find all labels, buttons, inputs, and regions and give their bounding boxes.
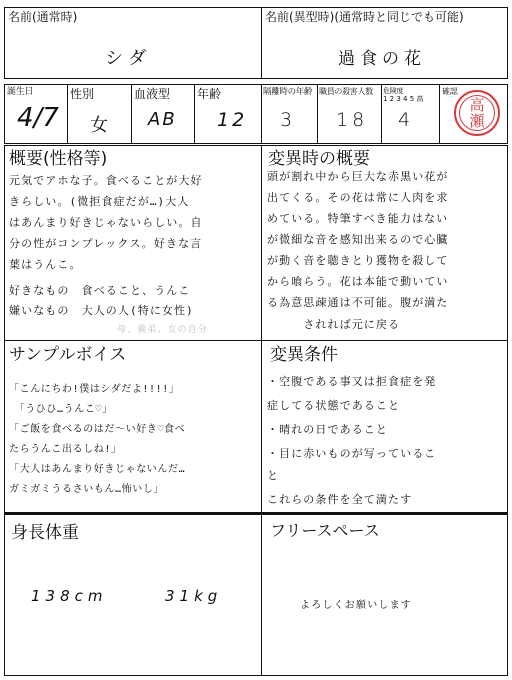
gender-label: 性別 — [70, 87, 95, 101]
name-value: シダ — [105, 48, 153, 69]
sample-voice-title: サンプルボイス — [9, 345, 127, 365]
name-cell — [4, 7, 262, 79]
stamp-text-top: 高 — [469, 96, 485, 114]
overview-line: 嫌いなもの 大人の人(特に女性) — [9, 304, 194, 317]
weight-value: 31kg — [165, 587, 223, 605]
mutation-overview-line: 出てくる。その花は常に人肉を求 — [267, 191, 449, 204]
sample-voice-section — [4, 341, 262, 513]
kill-count-label: 職員の殺害人数 — [319, 87, 373, 96]
sample-voice-line: 「こんにちわ!僕はシダだよ!!!!」 — [9, 384, 180, 395]
body-title: 身長体重 — [11, 523, 79, 543]
danger-label: 危険度 — [383, 87, 404, 95]
mutation-conditions-line: ・晴れの日であること — [267, 423, 388, 436]
birthday-cell — [4, 84, 68, 144]
danger-cell — [382, 84, 440, 144]
gender-value: 女 — [90, 115, 108, 136]
free-space-title: フリースペース — [270, 521, 380, 540]
alt-name-value: 過食の花 — [338, 49, 426, 69]
blood-value: AB — [148, 109, 177, 130]
overview-line: きらしい。(微拒食症だが…)大人 — [9, 195, 190, 208]
mutation-conditions-line: ・空腹である事又は拒食症を発 — [267, 375, 437, 388]
mutation-overview-title: 変異時の概要 — [268, 149, 370, 169]
height-value: 138cm — [31, 587, 108, 605]
mutation-conditions-line: と — [267, 469, 280, 482]
danger-scale: 1 2 3 4 5 高 — [383, 95, 424, 103]
birthday-label: 誕生日 — [7, 87, 34, 97]
age-value: 12 — [217, 109, 248, 131]
isolation-age-cell — [262, 84, 318, 144]
alt-name-label: 名前(異型時)(通常時と同じでも可能) — [265, 10, 464, 24]
mutation-conditions-line: ・目に赤いものが写っているこ — [267, 447, 437, 460]
mutation-overview-section — [262, 145, 508, 341]
birthday-value: 4/7 — [17, 103, 59, 133]
mutation-overview-line: めている。特筆すべき能力はない — [267, 212, 449, 225]
sample-voice-line: 「大人はあんまり好きじゃないんだ… — [9, 464, 186, 475]
mutation-overview-line: る為意思疎通は不可能。腹が満た — [267, 296, 449, 309]
overview-title: 概要(性格等) — [9, 149, 108, 169]
gender-cell — [68, 84, 132, 144]
kill-count-cell — [318, 84, 382, 144]
overview-line: 分の性がコンプレックス。好きな言 — [9, 237, 203, 250]
stamp-text-bottom: 瀬 — [469, 112, 485, 130]
mutation-overview-line: が微細な音を感知出来るので心臓 — [267, 233, 449, 246]
mutation-overview-line: から喰らう。花は本能で動いてい — [267, 275, 449, 288]
confirm-label: 確認 — [442, 87, 458, 96]
mutation-conditions-line: 症してる状態であること — [267, 399, 401, 412]
mutation-overview-line: されれば元に戻る — [267, 318, 401, 331]
kill-count-value: 18 — [336, 109, 369, 131]
overview-line: 元気でアホな子。食べることが大好 — [9, 174, 203, 187]
overview-section — [4, 145, 262, 341]
free-space-text: よろしくお願いします — [300, 600, 412, 611]
sample-voice-line: 「うひひ…うんこ♡」 — [9, 404, 113, 415]
sample-voice-line: ガミガミうるさいもん…怖いし」 — [9, 484, 165, 495]
stamp — [454, 90, 500, 136]
sample-voice-line: 「ご飯を食べるのはだ〜い好き♡食べ — [9, 424, 186, 435]
alt-name-cell — [262, 7, 508, 79]
mutation-overview-line: 頭が割れ中から巨大な赤黒い花が — [267, 170, 449, 183]
free-space-section — [262, 513, 508, 676]
mutation-conditions-line: これらの条件を全て満たす — [267, 493, 413, 506]
name-label: 名前(通常時) — [8, 10, 78, 24]
mutation-conditions-section — [262, 341, 508, 513]
isolation-age-label: 隔離時の年齢 — [263, 87, 313, 97]
overview-line: はあんまり好きじゃないらしい。自 — [9, 216, 203, 229]
mutation-conditions-title: 変異条件 — [270, 345, 338, 365]
age-cell — [195, 84, 262, 144]
body-section — [4, 513, 262, 676]
isolation-age-value: 3 — [280, 109, 293, 131]
confirm-cell — [440, 84, 508, 144]
overview-line: 好きなもの 食べること、うんこ — [9, 284, 191, 297]
age-label: 年齢 — [197, 87, 222, 101]
sample-voice-line: たらうんこ出るしね!」 — [9, 444, 122, 455]
overview-line: 葉はうんこ。 — [9, 258, 82, 271]
blood-cell — [132, 84, 195, 144]
blood-label: 血液型 — [134, 87, 171, 101]
danger-value: 4 — [398, 109, 411, 131]
overview-faint-note: 母、義弟、女の自分 — [117, 325, 208, 335]
mutation-overview-line: が動く音を聴きとり獲物を殺して — [267, 254, 449, 267]
